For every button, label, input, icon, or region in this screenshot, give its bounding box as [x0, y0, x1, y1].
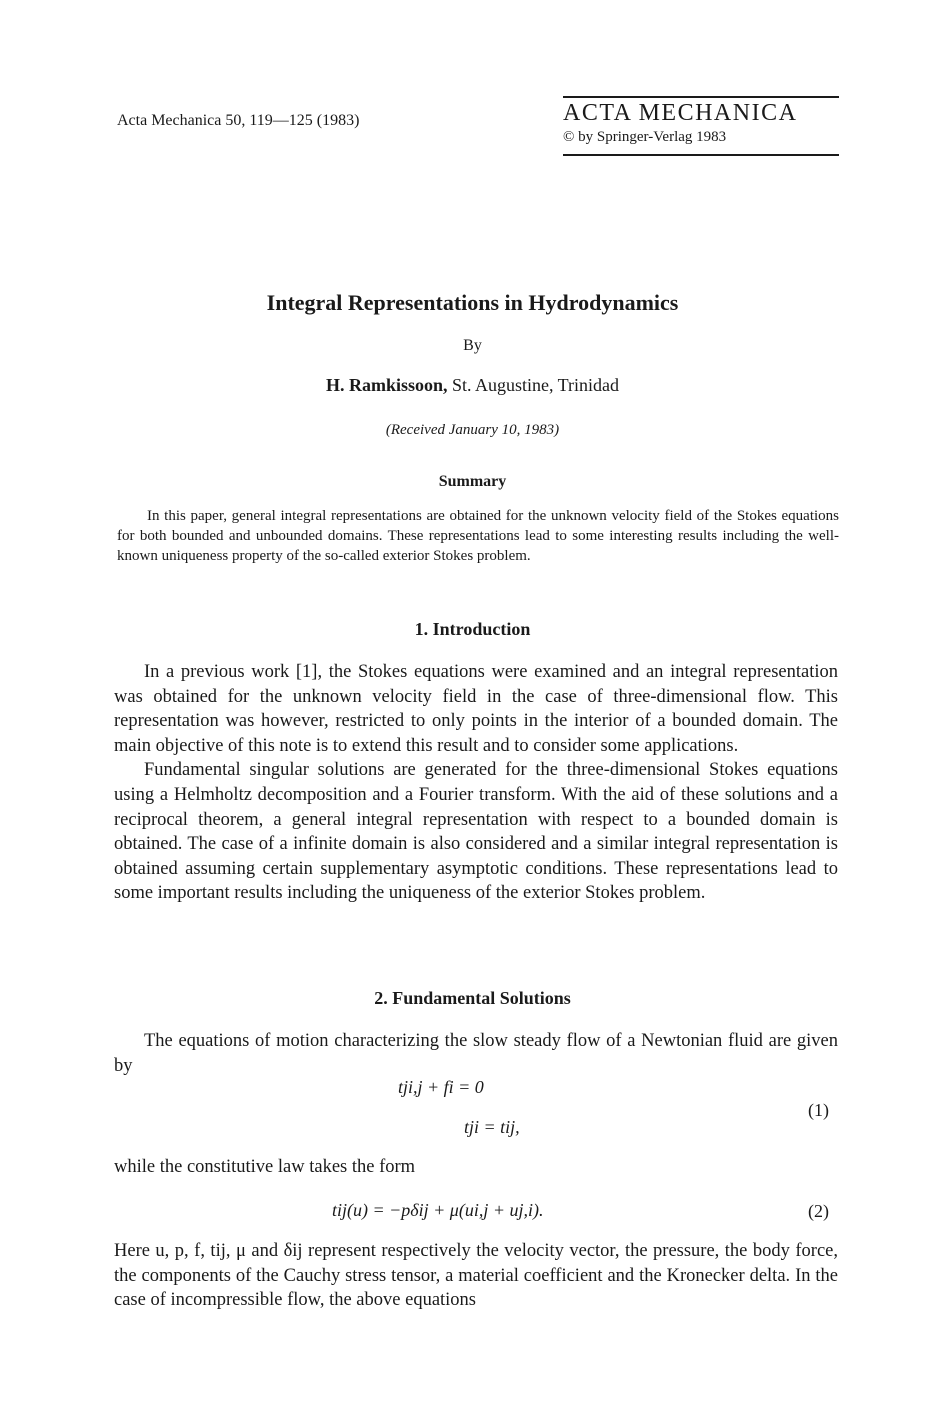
paragraph: In a previous work [1], the Stokes equations were examined and an integral representation was obtained for the unknown velocity field in the case of three-dimensional flow. This representation was however, restricted to only points in the interior of a bounded domain. The main objective of this note is to extend this result and to consider some applications. — [114, 662, 838, 756]
by-line: By — [463, 337, 482, 354]
equation-1-line-2: tji = tij, — [464, 1117, 520, 1137]
equation-1-number: (1) — [808, 1100, 829, 1120]
paragraph: Fundamental singular solutions are generated for the three-dimensional Stokes equations using a Helmholtz decomposition and a Fourier transform. With the aid of these solutions and a reciprocal theorem, a general integral representation with respect to a bounded domain is obtained. The case of a infinite domain is also considered and a similar integral representation is obtained assuming certain supplementary asymptotic conditions. These representations lead to some important results including the uniqueness of the exterior Stokes problem. — [114, 760, 838, 904]
constitutive-intro: while the constitutive law takes the form — [114, 1157, 416, 1177]
equation-2: tij(u) = −pδij + μ(ui,j + uj,i). — [332, 1200, 544, 1220]
author-line — [0, 375, 945, 396]
copyright: © by Springer-Verlag 1983 — [563, 129, 727, 145]
section-1-heading: 1. Introduction — [414, 619, 531, 639]
equation-1-line-1: tji,j + fi = 0 — [398, 1077, 484, 1097]
closing-paragraph: Here u, p, f, tij, μ and δij represent respectively the velocity vector, the pressure, the body force, the components of the Cauchy stress tensor, a material coefficient and the Kronecker delta. In the case of incompressible flow, the above equations — [114, 1241, 838, 1311]
journal-title: ACTA MECHANICA — [563, 100, 798, 126]
paragraph: The equations of motion characterizing the slow steady flow of a Newtonian fluid are given by — [114, 1031, 838, 1076]
section-2-heading: 2. Fundamental Solutions — [374, 988, 571, 1008]
summary-heading: Summary — [438, 473, 507, 490]
introduction-body — [114, 660, 838, 906]
summary-text: In this paper, general integral representations are obtained for the unknown velocity field of the Stokes equations for both bounded and unbounded domains. These representations lead to some interesting results including the well-known uniqueness property of the so-called exterior Stokes problem. — [117, 508, 839, 564]
article-title: Integral Representations in Hydrodynamics — [266, 290, 679, 315]
author-place: St. Augustine, Trinidad — [451, 375, 620, 395]
equation-2-number: (2) — [808, 1201, 829, 1221]
journal-bottom-rule — [563, 154, 839, 156]
received-date: (Received January 10, 1983) — [385, 422, 560, 438]
author-name: H. Ramkissoon, — [325, 375, 448, 395]
journal-block — [563, 96, 839, 156]
citation: Acta Mechanica 50, 119—125 (1983) — [117, 112, 360, 129]
fundamental-intro — [114, 1029, 838, 1078]
